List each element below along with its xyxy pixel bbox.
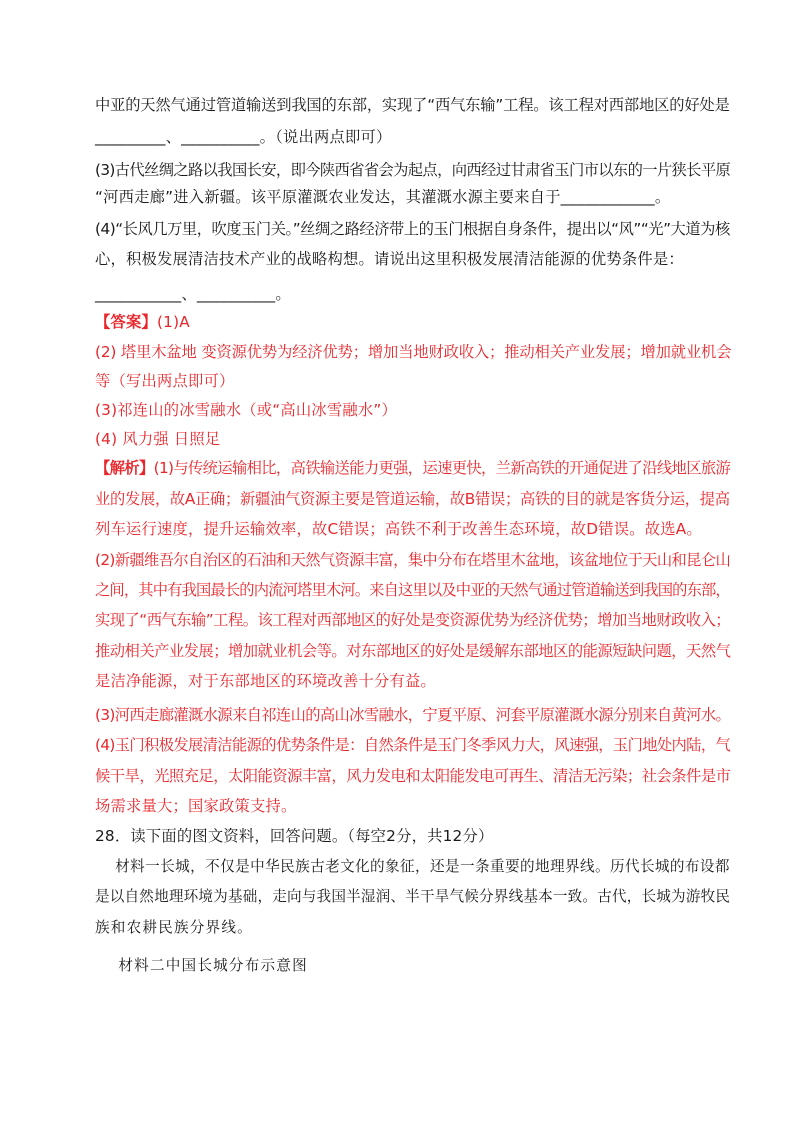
question-line: “河西走廊”进入新疆。该平原灌溉农业发达，其灌溉水源主要来自于____________。 (95, 188, 671, 206)
question-line: (4)“长风几万里，吹度玉门关。”丝绸之路经济带上的玉门根据自身条件，提出以“风”“光”大道为核 (95, 220, 730, 238)
analysis-line: 推动相关产业发展；增加就业机会等。对东部地区的好处是缓解东部地区的能源短缺问题，天然气 (95, 642, 731, 660)
answer-tag: 【答案】 (95, 313, 157, 331)
question-line: (3)古代丝绸之路以我国长安，即今陕西省省会为起点，向西经过甘肃省玉门市以东的一片狭长平原 (95, 161, 731, 179)
answer-line: (3)祁连山的冰雪融水（或“高山冰雪融水”） (95, 401, 397, 419)
analysis-line: 【解析】(1)与传统运输相比，高铁输送能力更强，运速更快，兰新高铁的开通促进了沿线地区旅游 (95, 459, 731, 477)
answer-line: 等（写出两点即可） (95, 372, 235, 390)
answer-line: 【答案】(1)A (95, 313, 190, 331)
analysis-line: 实现了“西气东输”工程。该工程对西部地区的好处是变资源优势为经济优势；增加当地财政收入； (95, 611, 731, 629)
answer-line: (4) 风力强 日照足 (95, 430, 221, 448)
material-line: 是以自然地理环境为基础，走向与我国半湿润、半干旱气候分界线基本一致。古代，长城为游牧民 (95, 888, 731, 905)
material-line: 族和农耕民族分界线。 (95, 919, 253, 936)
analysis-line: (4)玉门积极发展清洁能源的优势条件是：自然条件是玉门冬季风力大，风速强，玉门地处内陆，气 (95, 736, 731, 754)
question-line: 心，积极发展清洁技术产业的战略构想。请说出这里积极发展清洁能源的优势条件是： (95, 250, 684, 268)
material-line: 材料二中国长城分布示意图 (95, 957, 308, 974)
analysis-line: 候干旱，光照充足，太阳能资源丰富，风力发电和太阳能发电可再生、清洁无污染；社会条件是市 (95, 767, 731, 785)
analysis-line: 之间，其中有我国最长的内流河塔里木河。来自这里以及中亚的天然气通过管道输送到我国的东部， (95, 581, 730, 599)
answer-line: (2) 塔里木盆地 变资源优势为经济优势；增加当地财政收入；推动相关产业发展；增加就业机会 (95, 343, 732, 361)
analysis-line: (2)新疆维吾尔自治区的石油和天然气资源丰富，集中分布在塔里木盆地，该盆地位于天山和昆仑山 (95, 551, 731, 569)
question-28-title: 28．读下面的图文资料，回答问题。（每空2分，共12分） (95, 827, 494, 845)
analysis-line: (3)河西走廊灌溉水源来自祁连山的高山冰雪融水，宁夏平原、河套平原灌溉水源分别来自黄河水。 (95, 706, 731, 724)
analysis-line: 列车运行速度，提升运输效率，故C错误；高铁不利于改善生态环境，故D错误。故选A。 (95, 520, 702, 538)
question-line: 中亚的天然气通过管道输送到我国的东部，实现了“西气东输”工程。该工程对西部地区的好处是 (95, 96, 730, 114)
analysis-line: 业的发展，故A正确；新疆油气资源主要是管道运输，故B错误；高铁的目的就是客货分运，提高 (95, 490, 730, 508)
analysis-line: 是洁净能源，对于东部地区的环境改善十分有益。 (95, 672, 436, 690)
analysis-tag: 【解析】 (95, 459, 154, 477)
material-line: 材料一长城，不仅是中华民族古老文化的象征，还是一条重要的地理界线。历代长城的布设都 (95, 858, 730, 875)
analysis-line: 场需求量大；国家政策支持。 (95, 797, 297, 815)
question-line: ___________、__________。 (95, 285, 291, 303)
question-line: _________、__________。（说出两点即可） (95, 128, 392, 146)
